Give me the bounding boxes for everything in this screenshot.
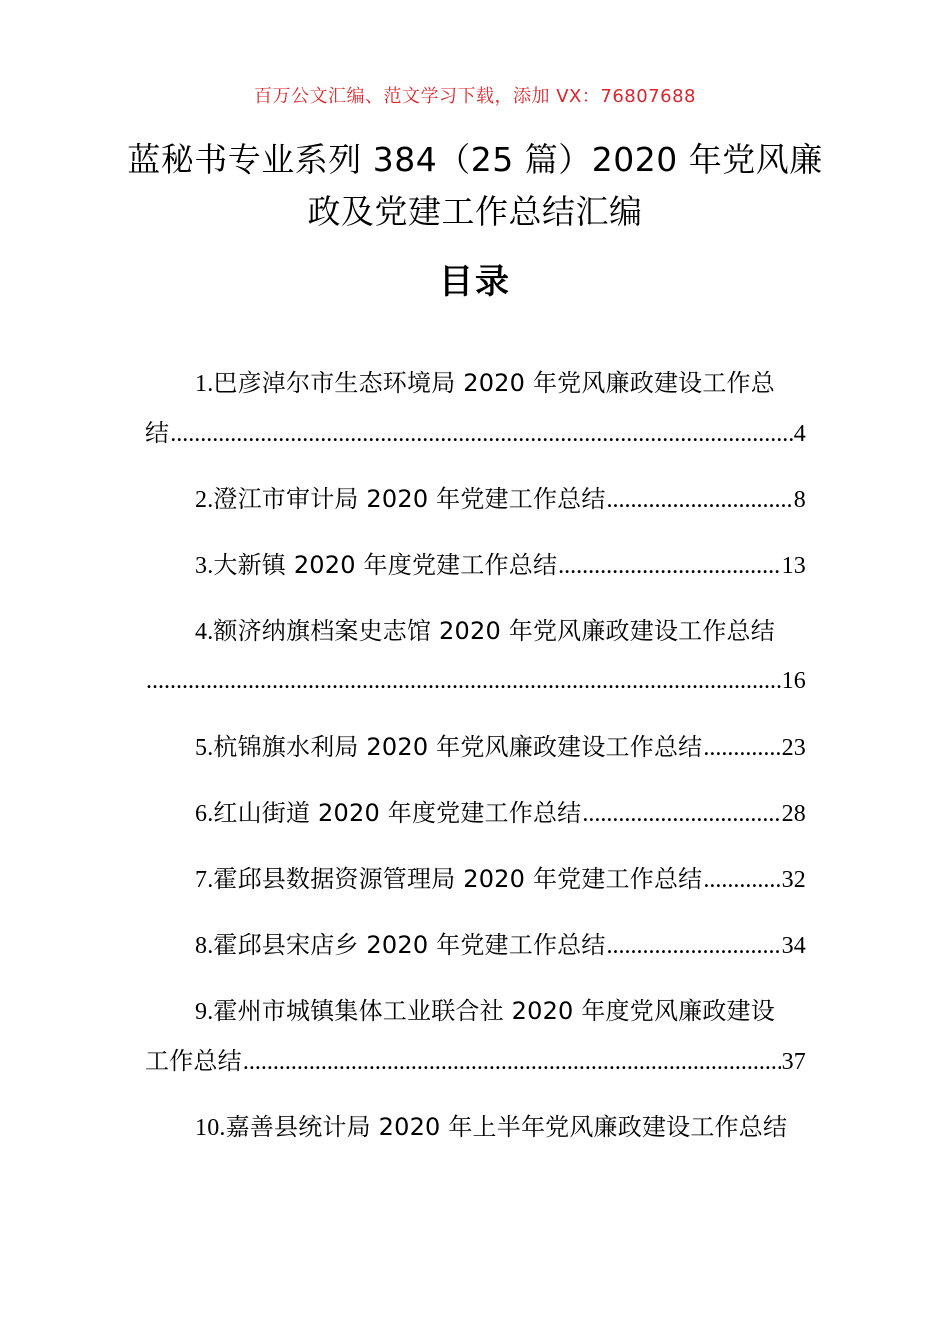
toc-entry[interactable] xyxy=(145,854,806,904)
toc-entry-page: 28 xyxy=(781,801,806,827)
toc-entry-number: 10. xyxy=(195,1115,226,1141)
toc-entry-title: 巴彦淖尔市生态环境局 2020 年党风廉政建设工作总 xyxy=(213,369,775,397)
toc-leader-dots xyxy=(243,1037,781,1087)
toc-entry[interactable] xyxy=(145,474,806,524)
toc-leader-dots xyxy=(703,855,780,905)
table-of-contents xyxy=(145,358,806,1152)
toc-entry[interactable] xyxy=(145,722,806,772)
toc-entry-number: 5. xyxy=(195,735,214,761)
toc-leader-dots xyxy=(703,723,780,773)
toc-entry-page: 32 xyxy=(781,867,806,893)
toc-entry-page: 16 xyxy=(781,668,806,694)
toc-entry[interactable] xyxy=(145,788,806,838)
header-note: 百万公文汇编、范文学习下载，添加 VX：76807688 xyxy=(254,86,696,107)
toc-entry-number: 3. xyxy=(195,553,214,579)
toc-entry-title: 额济纳旗档案史志馆 2020 年党风廉政建设工作总结 xyxy=(213,617,775,645)
toc-leader-dots xyxy=(170,409,793,459)
toc-entry-number: 9. xyxy=(195,999,214,1025)
document-title: 蓝秘书专业系列 384（25 篇）2020 年党风廉政及党建工作总结汇编 xyxy=(127,140,823,231)
toc-entry-number: 1. xyxy=(195,371,214,397)
toc-entry[interactable] xyxy=(145,606,806,706)
toc-entry-number: 6. xyxy=(195,801,214,827)
toc-heading: 目录 xyxy=(439,262,511,302)
toc-entry-page: 4 xyxy=(793,421,806,447)
toc-entry-title: 澄江市审计局 2020 年党建工作总结 xyxy=(213,485,606,513)
toc-entry-page: 23 xyxy=(781,735,806,761)
toc-entry-title-continued: 结 xyxy=(145,419,170,447)
toc-entry[interactable] xyxy=(145,1102,806,1152)
toc-entry-number: 8. xyxy=(195,933,214,959)
toc-entry-page: 13 xyxy=(781,553,806,579)
toc-entry-page: 37 xyxy=(781,1049,806,1075)
toc-entry-number: 2. xyxy=(195,487,214,513)
toc-entry-title: 霍邱县数据资源管理局 2020 年党建工作总结 xyxy=(213,865,703,893)
toc-entry-title: 霍邱县宋店乡 2020 年党建工作总结 xyxy=(213,931,606,959)
toc-entry-title-continued: 工作总结 xyxy=(145,1047,242,1075)
toc-entry-number: 4. xyxy=(195,619,214,645)
toc-entry[interactable] xyxy=(145,358,806,458)
toc-leader-dots xyxy=(607,921,781,971)
toc-entry-title: 红山街道 2020 年度党建工作总结 xyxy=(213,799,582,827)
toc-leader-dots xyxy=(146,656,781,706)
toc-entry-title: 嘉善县统计局 2020 年上半年党风廉政建设工作总结 xyxy=(225,1113,788,1141)
toc-entry[interactable] xyxy=(145,986,806,1086)
toc-entry[interactable] xyxy=(145,920,806,970)
toc-entry-page: 8 xyxy=(793,487,806,513)
toc-entry-title: 杭锦旗水利局 2020 年党风廉政建设工作总结 xyxy=(213,733,703,761)
toc-entry-number: 7. xyxy=(195,867,214,893)
toc-entry[interactable] xyxy=(145,540,806,590)
toc-entry-page: 34 xyxy=(781,933,806,959)
toc-entry-title: 霍州市城镇集体工业联合社 2020 年度党风廉政建设 xyxy=(213,997,775,1025)
toc-leader-dots xyxy=(582,789,780,839)
toc-leader-dots xyxy=(607,475,793,525)
toc-entry-title: 大新镇 2020 年度党建工作总结 xyxy=(213,551,558,579)
toc-leader-dots xyxy=(558,541,780,591)
